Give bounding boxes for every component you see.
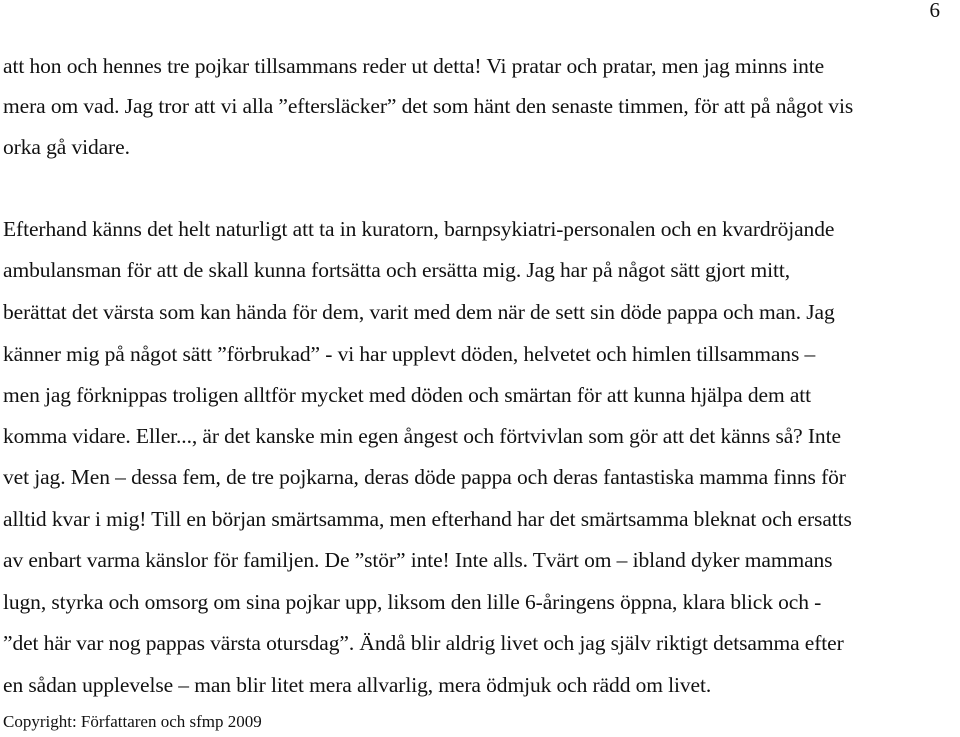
text-line: komma vidare. Eller..., är det kanske min egen ångest och förtvivlan som gör att det känns så? Inte bbox=[3, 424, 841, 448]
text-line: vet jag. Men – dessa fem, de tre pojkarna, deras döde pappa och deras fantastiska mamma finns för bbox=[3, 465, 846, 489]
text-line: en sådan upplevelse – man blir litet mera allvarlig, mera ödmjuk och rädd om livet. bbox=[3, 673, 712, 697]
page-number: 6 bbox=[929, 0, 940, 22]
text-line: Efterhand känns det helt naturligt att ta in kuratorn, barnpsykiatri-personalen och en kvardröjande bbox=[3, 217, 835, 241]
text-line: alltid kvar i mig! Till en början smärtsamma, men efterhand har det smärtsamma bleknat och ersatts bbox=[3, 507, 852, 531]
text-line: men jag förknippas troligen alltför mycket med döden och smärtan för att kunna hjälpa dem att bbox=[3, 383, 812, 407]
text-line: berättat det värsta som kan hända för dem, varit med dem när de sett sin döde pappa och man. Jag bbox=[3, 300, 835, 324]
text-line: av enbart varma känslor för familjen. De ”stör” inte! Inte alls. Tvärt om – ibland dyker mammans bbox=[3, 548, 833, 572]
text-line: mera om vad. Jag tror att vi alla ”eftersläcker” det som hänt den senaste timmen, för att på något vis bbox=[3, 94, 854, 118]
text-line: lugn, styrka och omsorg om sina pojkar upp, liksom den lille 6-åringens öppna, klara blick och - bbox=[3, 590, 822, 614]
text-line: orka gå vidare. bbox=[3, 135, 130, 159]
text-line: att hon och hennes tre pojkar tillsammans reder ut detta! Vi pratar och pratar, men jag minns inte bbox=[3, 54, 825, 78]
text-line: ambulansman för att de skall kunna fortsätta och ersätta mig. Jag har på något sätt gjort mitt, bbox=[3, 258, 790, 282]
copyright-footer: Copyright: Författaren och sfmp 2009 bbox=[3, 712, 262, 731]
text-line: ”det här var nog pappas värsta otursdag”. Ändå blir aldrig livet och jag själv riktigt detsamma efter bbox=[3, 631, 844, 655]
text-line: känner mig på något sätt ”förbrukad” - vi har upplevt döden, helvetet och himlen tillsammans – bbox=[3, 342, 816, 366]
